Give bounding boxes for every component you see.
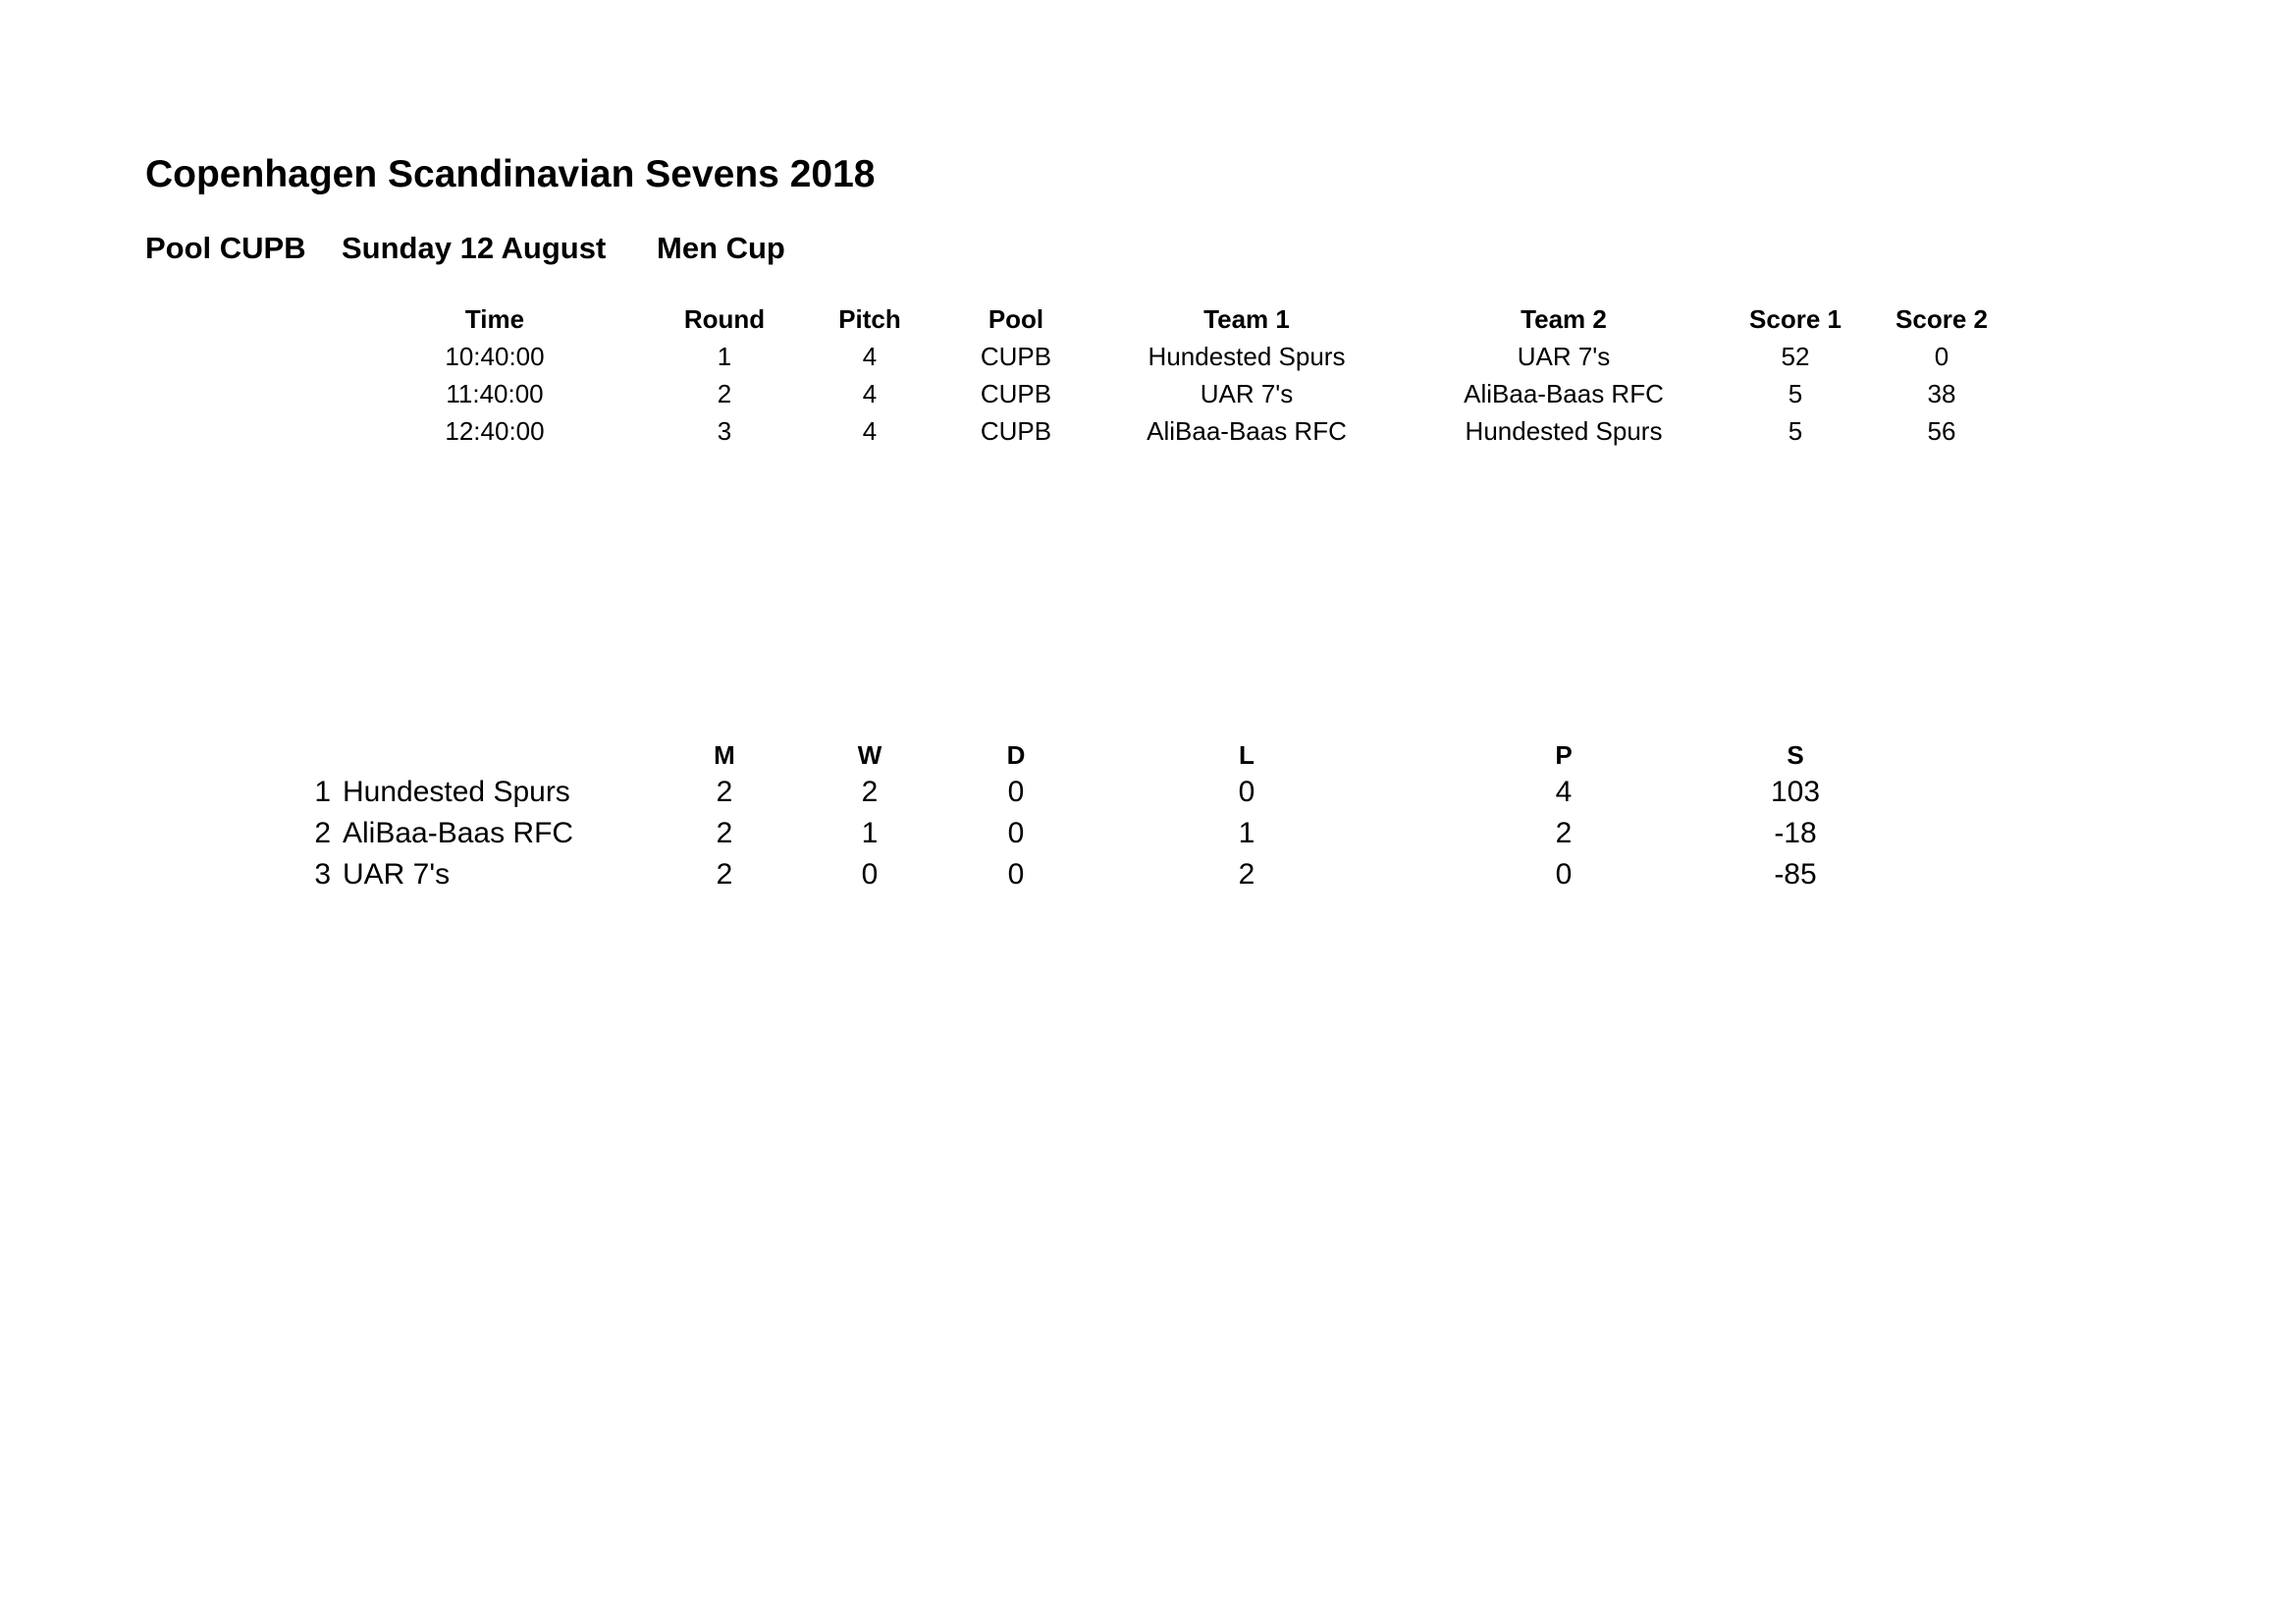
standings-header-p: P <box>1555 740 1573 770</box>
fixture-pool: CUPB <box>980 342 1052 371</box>
standings-header-l: L <box>1239 740 1255 770</box>
standings-d: 0 <box>1007 776 1025 808</box>
fixture-team1: UAR 7's <box>1200 379 1294 408</box>
standings-header-m: M <box>714 740 735 770</box>
standings-l: 2 <box>1238 858 1255 891</box>
pool-label: Pool CUPB <box>145 231 306 265</box>
standings-rank: 3 <box>314 858 331 891</box>
date-label: Sunday 12 August <box>342 231 607 265</box>
fixture-score1: 52 <box>1781 342 1810 371</box>
standings-header-d: D <box>1006 740 1026 770</box>
fixtures-header-team1: Team 1 <box>1203 304 1290 334</box>
fixtures-header-pool: Pool <box>988 304 1044 334</box>
standings-header-w: W <box>857 740 882 770</box>
standings-m: 2 <box>716 817 733 849</box>
standings-d: 0 <box>1007 817 1025 849</box>
fixture-team1: Hundested Spurs <box>1148 342 1346 371</box>
standings-rank: 1 <box>314 776 331 808</box>
fixture-score1: 5 <box>1788 416 1803 446</box>
fixture-time: 11:40:00 <box>446 379 544 408</box>
fixtures-header-score1: Score 1 <box>1749 304 1842 334</box>
standings-p: 0 <box>1555 858 1573 891</box>
page-title: Copenhagen Scandinavian Sevens 2018 <box>145 153 876 195</box>
standings-d: 0 <box>1007 858 1025 891</box>
standings-p: 4 <box>1555 776 1573 808</box>
fixtures-header-score2: Score 2 <box>1896 304 1988 334</box>
fixture-pitch: 4 <box>862 379 878 408</box>
fixture-round: 1 <box>717 342 732 371</box>
fixture-pitch: 4 <box>862 416 878 446</box>
fixture-pitch: 4 <box>862 342 878 371</box>
standings-w: 2 <box>861 776 879 808</box>
fixture-team2: AliBaa-Baas RFC <box>1464 379 1664 408</box>
fixture-round: 2 <box>717 379 732 408</box>
standings-s: -18 <box>1774 817 1817 849</box>
fixture-pool: CUPB <box>980 416 1052 446</box>
standings-header-s: S <box>1787 740 1804 770</box>
fixture-pool: CUPB <box>980 379 1052 408</box>
fixtures-header-team2: Team 2 <box>1521 304 1607 334</box>
fixture-score2: 38 <box>1927 379 1956 408</box>
fixture-team1: AliBaa-Baas RFC <box>1147 416 1347 446</box>
standings-rank: 2 <box>314 817 331 849</box>
standings-team: AliBaa-Baas RFC <box>343 817 574 849</box>
standings-s: 103 <box>1770 776 1821 808</box>
standings-w: 0 <box>861 858 879 891</box>
fixture-time: 10:40:00 <box>445 342 545 371</box>
fixture-round: 3 <box>717 416 732 446</box>
fixtures-header-pitch: Pitch <box>838 304 901 334</box>
standings-m: 2 <box>716 776 733 808</box>
standings-l: 1 <box>1238 817 1255 849</box>
standings-w: 1 <box>861 817 879 849</box>
standings-team: UAR 7's <box>343 858 451 891</box>
fixture-score1: 5 <box>1788 379 1803 408</box>
fixture-time: 12:40:00 <box>445 416 545 446</box>
standings-m: 2 <box>716 858 733 891</box>
standings-s: -85 <box>1774 858 1817 891</box>
standings-team: Hundested Spurs <box>343 776 570 808</box>
standings-l: 0 <box>1238 776 1255 808</box>
fixture-score2: 0 <box>1934 342 1949 371</box>
competition-label: Men Cup <box>657 231 785 265</box>
standings-p: 2 <box>1555 817 1573 849</box>
fixture-score2: 56 <box>1927 416 1956 446</box>
fixtures-header-time: Time <box>464 304 525 334</box>
fixture-team2: Hundested Spurs <box>1465 416 1663 446</box>
fixture-team2: UAR 7's <box>1517 342 1611 371</box>
fixtures-header-round: Round <box>683 304 766 334</box>
